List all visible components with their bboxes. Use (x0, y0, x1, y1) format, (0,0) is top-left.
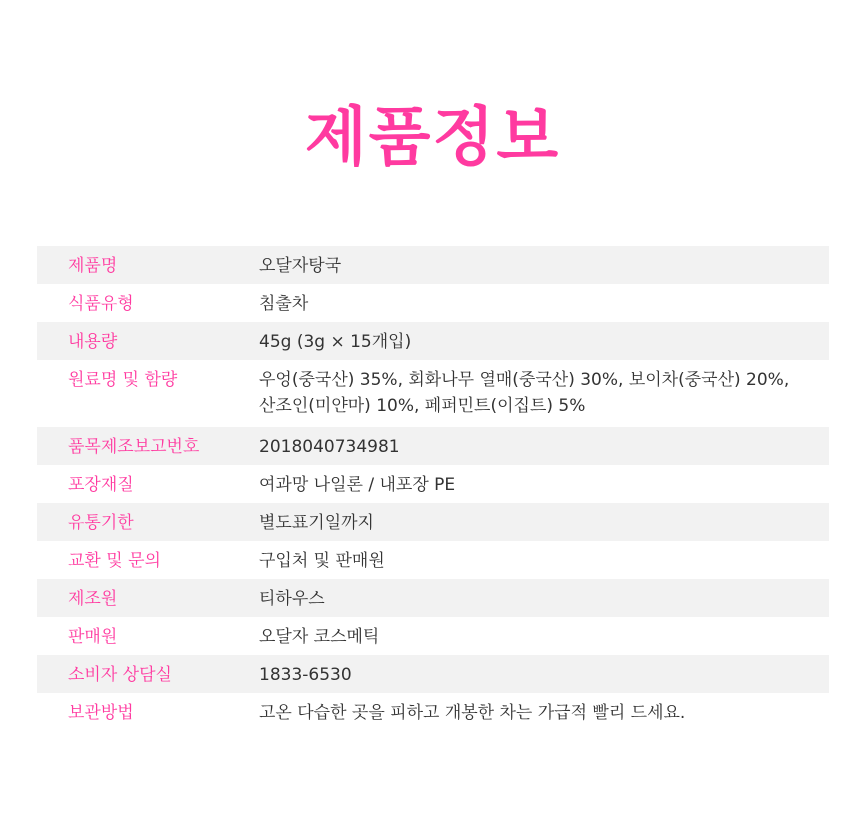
table-row (37, 503, 829, 541)
table-row (37, 693, 829, 731)
page-title: 제품정보 (304, 101, 561, 175)
row-label: 유통기한 (68, 513, 134, 533)
row-label: 품목제조보고번호 (68, 437, 200, 457)
row-value: 티하우스 (259, 589, 325, 609)
table-row (37, 579, 829, 617)
row-value-line: 우엉(중국산) 35%, 회화나무 열매(중국산) 30%, 보이차(중국산) 20%, (259, 370, 790, 390)
row-label: 내용량 (68, 332, 118, 352)
row-value: 고온 다습한 곳을 피하고 개봉한 차는 가급적 빨리 드세요. (259, 703, 686, 723)
row-value-line: 산조인(미얀마) 10%, 페퍼민트(이집트) 5% (259, 396, 586, 416)
row-label: 제조원 (68, 589, 118, 609)
table-row (37, 427, 829, 465)
table-row (37, 465, 829, 503)
row-value: 1833-6530 (259, 665, 352, 685)
row-value (259, 367, 829, 419)
row-label: 교환 및 문의 (68, 551, 161, 571)
table-row (37, 655, 829, 693)
row-label: 식품유형 (68, 294, 134, 314)
row-label: 판매원 (68, 627, 118, 647)
product-info-table (37, 246, 829, 731)
table-row (37, 360, 829, 427)
row-label: 포장재질 (68, 475, 134, 495)
row-value: 별도표기일까지 (259, 513, 374, 533)
table-row (37, 322, 829, 360)
table-row (37, 246, 829, 284)
row-value: 2018040734981 (259, 437, 400, 457)
row-value: 오달자탕국 (259, 256, 342, 276)
table-row (37, 284, 829, 322)
row-value: 45g (3g × 15개입) (259, 332, 412, 352)
row-value: 오달자 코스메틱 (259, 627, 380, 647)
row-label: 원료명 및 함량 (68, 370, 178, 390)
row-value: 구입처 및 판매원 (259, 551, 385, 571)
row-label: 소비자 상담실 (68, 665, 172, 685)
row-value: 여과망 나일론 / 내포장 PE (259, 475, 456, 495)
table-row (37, 541, 829, 579)
row-label: 제품명 (68, 256, 118, 276)
row-label: 보관방법 (68, 703, 134, 723)
table-row (37, 617, 829, 655)
row-value: 침출차 (259, 294, 309, 314)
